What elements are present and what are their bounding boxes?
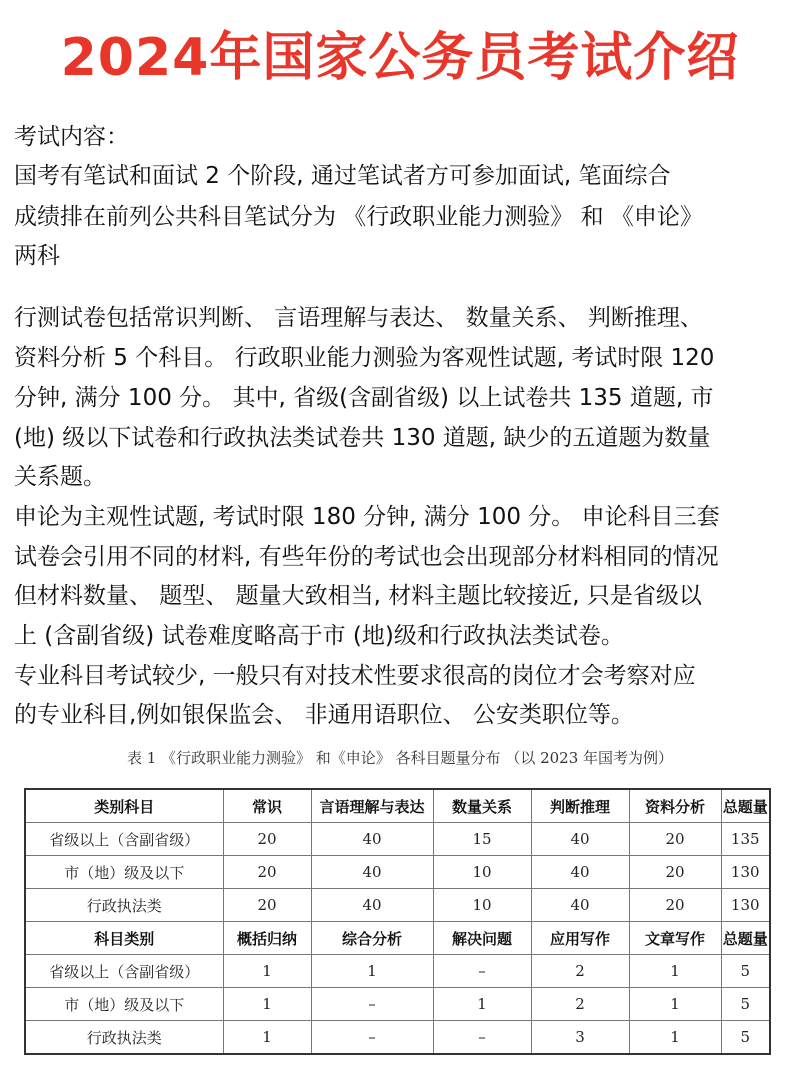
paragraph-line: 两科 (14, 243, 60, 269)
table-cell: 135 (721, 823, 770, 856)
table-cell: 15 (433, 823, 531, 856)
table-cell: 1 (629, 955, 721, 988)
paragraph-line: 成绩排在前列公共科目笔试分为 《行政职业能力测验》 和 《申论》 (14, 204, 703, 230)
table-cell: – (311, 988, 433, 1021)
table-cell: 行政执法类 (25, 889, 223, 922)
header-cell: 常识 (223, 789, 311, 823)
header-cell: 数量关系 (433, 789, 531, 823)
table-cell: – (311, 1021, 433, 1055)
table-header-row (25, 922, 770, 955)
table-cell: 1 (629, 988, 721, 1021)
table-row (25, 955, 770, 988)
table-row (25, 1021, 770, 1055)
header-cell: 总题量 (721, 922, 770, 955)
table-cell: 1 (433, 988, 531, 1021)
paragraph-line: 上 (含副省级) 试卷难度略高于市 (地)级和行政执法类试卷。 (14, 623, 624, 649)
section-heading: 考试内容： (14, 124, 129, 150)
table-cell: 行政执法类 (25, 1021, 223, 1055)
paragraph-line: 但材料数量、 题型、 题量大致相当, 材料主题比较接近, 只是省级以 (14, 583, 702, 609)
paragraph-line: 关系题。 (14, 464, 106, 490)
table-cell: 省级以上（含副省级） (25, 823, 223, 856)
table-cell: 20 (223, 823, 311, 856)
table-cell: 2 (531, 955, 629, 988)
table-cell: 10 (433, 856, 531, 889)
paragraph-line: 分钟, 满分 100 分。 其中, 省级(含副省级) 以上试卷共 135 道题, 市 (14, 385, 714, 411)
table-cell: 40 (311, 823, 433, 856)
table-cell: 40 (311, 856, 433, 889)
header-cell: 概括归纳 (223, 922, 311, 955)
page-title: 2024年国家公务员考试介绍 (60, 28, 740, 88)
table-caption: 表 1 《行政职业能力测验》 和《申论》 各科目题量分布 （以 2023 年国考为例） (126, 749, 674, 767)
header-cell: 综合分析 (311, 922, 433, 955)
table-cell: 1 (223, 955, 311, 988)
paragraph-line: 试卷会引用不同的材料, 有些年份的考试也会出现部分材料相同的情况 (14, 544, 719, 570)
table-row (25, 889, 770, 922)
table-cell: 1 (223, 1021, 311, 1055)
table-cell: 40 (311, 889, 433, 922)
table-cell: 20 (223, 856, 311, 889)
table-cell: – (433, 1021, 531, 1055)
table-cell: 40 (531, 889, 629, 922)
table-row (25, 988, 770, 1021)
table-cell: 3 (531, 1021, 629, 1055)
header-cell: 言语理解与表达 (311, 789, 433, 823)
header-cell: 科目类别 (25, 922, 223, 955)
table-cell: 5 (721, 1021, 770, 1055)
table-cell: 市（地）级及以下 (25, 856, 223, 889)
header-cell: 文章写作 (629, 922, 721, 955)
table-cell: 40 (531, 823, 629, 856)
header-cell: 解决问题 (433, 922, 531, 955)
paragraph-line: 行测试卷包括常识判断、 言语理解与表达、 数量关系、 判断推理、 (14, 305, 703, 331)
header-cell: 应用写作 (531, 922, 629, 955)
table-row (25, 856, 770, 889)
table-cell: 1 (223, 988, 311, 1021)
table-cell: 省级以上（含副省级） (25, 955, 223, 988)
question-distribution-table (24, 788, 771, 1055)
paragraph-line: 国考有笔试和面试 2 个阶段, 通过笔试者方可参加面试, 笔面综合 (14, 163, 671, 189)
table-cell: 市（地）级及以下 (25, 988, 223, 1021)
table-cell: 20 (629, 889, 721, 922)
table-cell: 20 (223, 889, 311, 922)
table-cell: 130 (721, 856, 770, 889)
paragraph-line: 专业科目考试较少, 一般只有对技术性要求很高的岗位才会考察对应 (14, 663, 696, 689)
table-cell: 40 (531, 856, 629, 889)
table-cell: 10 (433, 889, 531, 922)
table-cell: 5 (721, 988, 770, 1021)
table-cell: 130 (721, 889, 770, 922)
header-cell: 资料分析 (629, 789, 721, 823)
table-cell: 1 (629, 1021, 721, 1055)
paragraph-line: 的专业科目,例如银保监会、 非通用语职位、 公安类职位等。 (14, 702, 634, 728)
header-cell: 总题量 (721, 789, 770, 823)
header-cell: 判断推理 (531, 789, 629, 823)
table-cell: 20 (629, 823, 721, 856)
table-cell: 20 (629, 856, 721, 889)
table-row (25, 823, 770, 856)
table-cell: 2 (531, 988, 629, 1021)
header-cell: 类别科目 (25, 789, 223, 823)
table-cell: 5 (721, 955, 770, 988)
table-cell: 1 (311, 955, 433, 988)
paragraph-line: (地) 级以下试卷和行政执法类试卷共 130 道题, 缺少的五道题为数量 (14, 425, 711, 451)
table-cell: – (433, 955, 531, 988)
paragraph-line: 申论为主观性试题, 考试时限 180 分钟, 满分 100 分。 申论科目三套 (14, 504, 720, 530)
paragraph-line: 资料分析 5 个科目。 行政职业能力测验为客观性试题, 考试时限 120 (14, 345, 715, 371)
table-header-row (25, 789, 770, 823)
